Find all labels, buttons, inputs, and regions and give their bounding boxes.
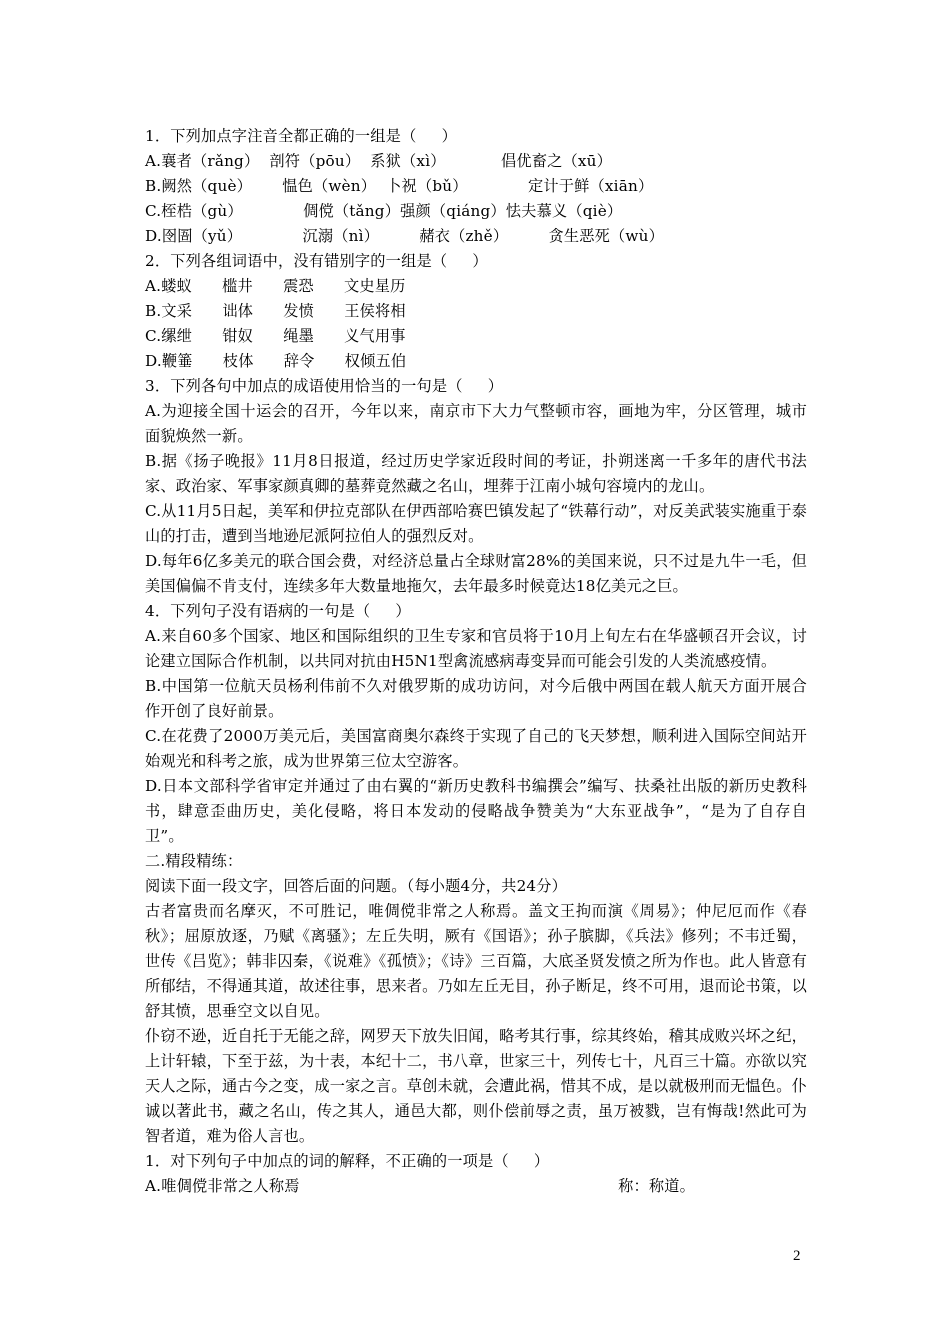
question-4-option-a: A.来自60多个国家、地区和国际组织的卫生专家和官员将于10月上旬左右在华盛顿召开会议，讨论建立国际合作机制，以共同对抗由H5N1型禽流感病毒变异而可能会引发的人类流感疫情。 xyxy=(145,627,807,670)
sub-question-1-option-a xyxy=(145,1174,807,1199)
sub-question-1-option-a-sentence: A.唯倜傥非常之人称焉 xyxy=(145,1177,300,1195)
question-4-option-b: B.中国第一位航天员杨利伟前不久对俄罗斯的成功访问，对今后俄中两国在载人航天方面开展合作开创了良好前景。 xyxy=(145,677,807,720)
question-1 xyxy=(145,124,807,249)
question-1-stem: 1．下列加点字注音全都正确的一组是（ ） xyxy=(145,127,457,145)
question-2-option-b: B.文采 诎体 发愤 王侯将相 xyxy=(145,302,406,320)
question-2 xyxy=(145,249,807,374)
reading-instruction: 阅读下面一段文字，回答后面的问题。（每小题4分，共24分） xyxy=(145,877,568,895)
section-2-heading: 二.精段精练： xyxy=(145,852,243,870)
question-2-stem: 2．下列各组词语中，没有错别字的一组是（ ） xyxy=(145,252,488,270)
question-2-option-a: A.蝼蚁 槛井 震恐 文史星历 xyxy=(145,277,406,295)
question-1-option-c: C.桎梏（gù） 倜傥（tǎng）强颜（qiáng）怯夫慕义（qiè） xyxy=(145,202,623,220)
document-body xyxy=(145,124,807,1199)
question-3-stem: 3．下列各句中加点的成语使用恰当的一句是（ ） xyxy=(145,377,504,395)
question-4-stem: 4．下列句子没有语病的一句是（ ） xyxy=(145,602,411,620)
question-3-option-d: D.每年6亿多美元的联合国会费，对经济总量占全球财富28%的美国来说，只不过是九牛一毛，但美国偏偏不肯支付，连续多年大数量地拖欠，去年最多时候竟达18亿美元之巨。 xyxy=(145,552,807,595)
question-4-option-c: C.在花费了2000万美元后，美国富商奥尔森终于实现了自己的飞天梦想，顺利进入国际空间站开始观光和科考之旅，成为世界第三位太空游客。 xyxy=(145,727,807,770)
question-2-option-d: D.鞭箠 枝体 辞令 权倾五伯 xyxy=(145,352,407,370)
question-4 xyxy=(145,599,807,849)
question-1-option-a: A.襄者（rǎng） 剖符（pōu） 系狱（xì） 倡优畜之（xū） xyxy=(145,152,613,170)
question-1-option-b: B.阙然（què） 愠色（wèn） 卜祝（bǔ） 定计于鲜（xiān） xyxy=(145,177,654,195)
question-3-option-a: A.为迎接全国十运会的召开，今年以来，南京市下大力气整顿市容，画地为牢，分区管理，城市面貌焕然一新。 xyxy=(145,402,807,445)
question-4-option-d: D.日本文部科学省审定并通过了由右翼的“新历史教科书编撰会”编写、扶桑社出版的新历史教科书，肆意歪曲历史，美化侵略，将日本发动的侵略战争赞美为“大东亚战争”，“是为了自存自卫”。 xyxy=(145,777,807,845)
sub-question-1-option-a-explanation: 称：称道。 xyxy=(618,1177,695,1195)
page-number: 2 xyxy=(793,1248,801,1264)
question-3-option-b: B.据《扬子晚报》11月8日报道，经过历史学家近段时间的考证，扑朔迷离一千多年的唐代书法家、政治家、军事家颜真卿的墓葬竟然藏之名山，埋葬于江南小城句容境内的龙山。 xyxy=(145,452,807,495)
passage-paragraph-2: 仆窃不逊，近自托于无能之辞，网罗天下放失旧闻，略考其行事，综其终始，稽其成败兴坏之纪，上计轩辕，下至于兹，为十表，本纪十二，书八章，世家三十，列传七十，凡百三十篇。亦欲以究天人之际，通古今之变，成一家之言。草创未就，会遭此祸，惜其不成，是以就极刑而无愠色。仆诚以著此书，藏之名山，传之其人，通邑大都，则仆偿前辱之责，虽万被戮，岂有悔哉!然此可为智者道，难为俗人言也。 xyxy=(145,1027,807,1145)
question-2-option-c: C.缧绁 钳奴 绳墨 义气用事 xyxy=(145,327,406,345)
question-3 xyxy=(145,374,807,599)
sub-question-1-stem: 1．对下列句子中加点的词的解释，不正确的一项是（ ） xyxy=(145,1152,550,1170)
question-3-option-c: C.从11月5日起，美军和伊拉克部队在伊西部哈赛巴镇发起了“铁幕行动”，对反美武装实施重于泰山的打击，遭到当地逊尼派阿拉伯人的强烈反对。 xyxy=(145,502,807,545)
section-2 xyxy=(145,849,807,1199)
passage-paragraph-1: 古者富贵而名摩灭，不可胜记，唯倜傥非常之人称焉。盖文王拘而演《周易》；仲尼厄而作《春秋》；屈原放逐，乃赋《离骚》；左丘失明，厥有《国语》；孙子膑脚，《兵法》修列；不韦迁蜀，世传《吕览》；韩非囚秦，《说难》《孤愤》；《诗》三百篇，大底圣贤发愤之所为作也。此人皆意有所郁结，不得通其道，故述往事，思来者。乃如左丘无目，孙子断足，终不可用，退而论书策，以舒其愤，思垂空文以自见。 xyxy=(145,902,807,1020)
question-1-option-d: D.囹圄（yǔ） 沉溺（nì） 赭衣（zhě） 贪生恶死（wù） xyxy=(145,227,664,245)
